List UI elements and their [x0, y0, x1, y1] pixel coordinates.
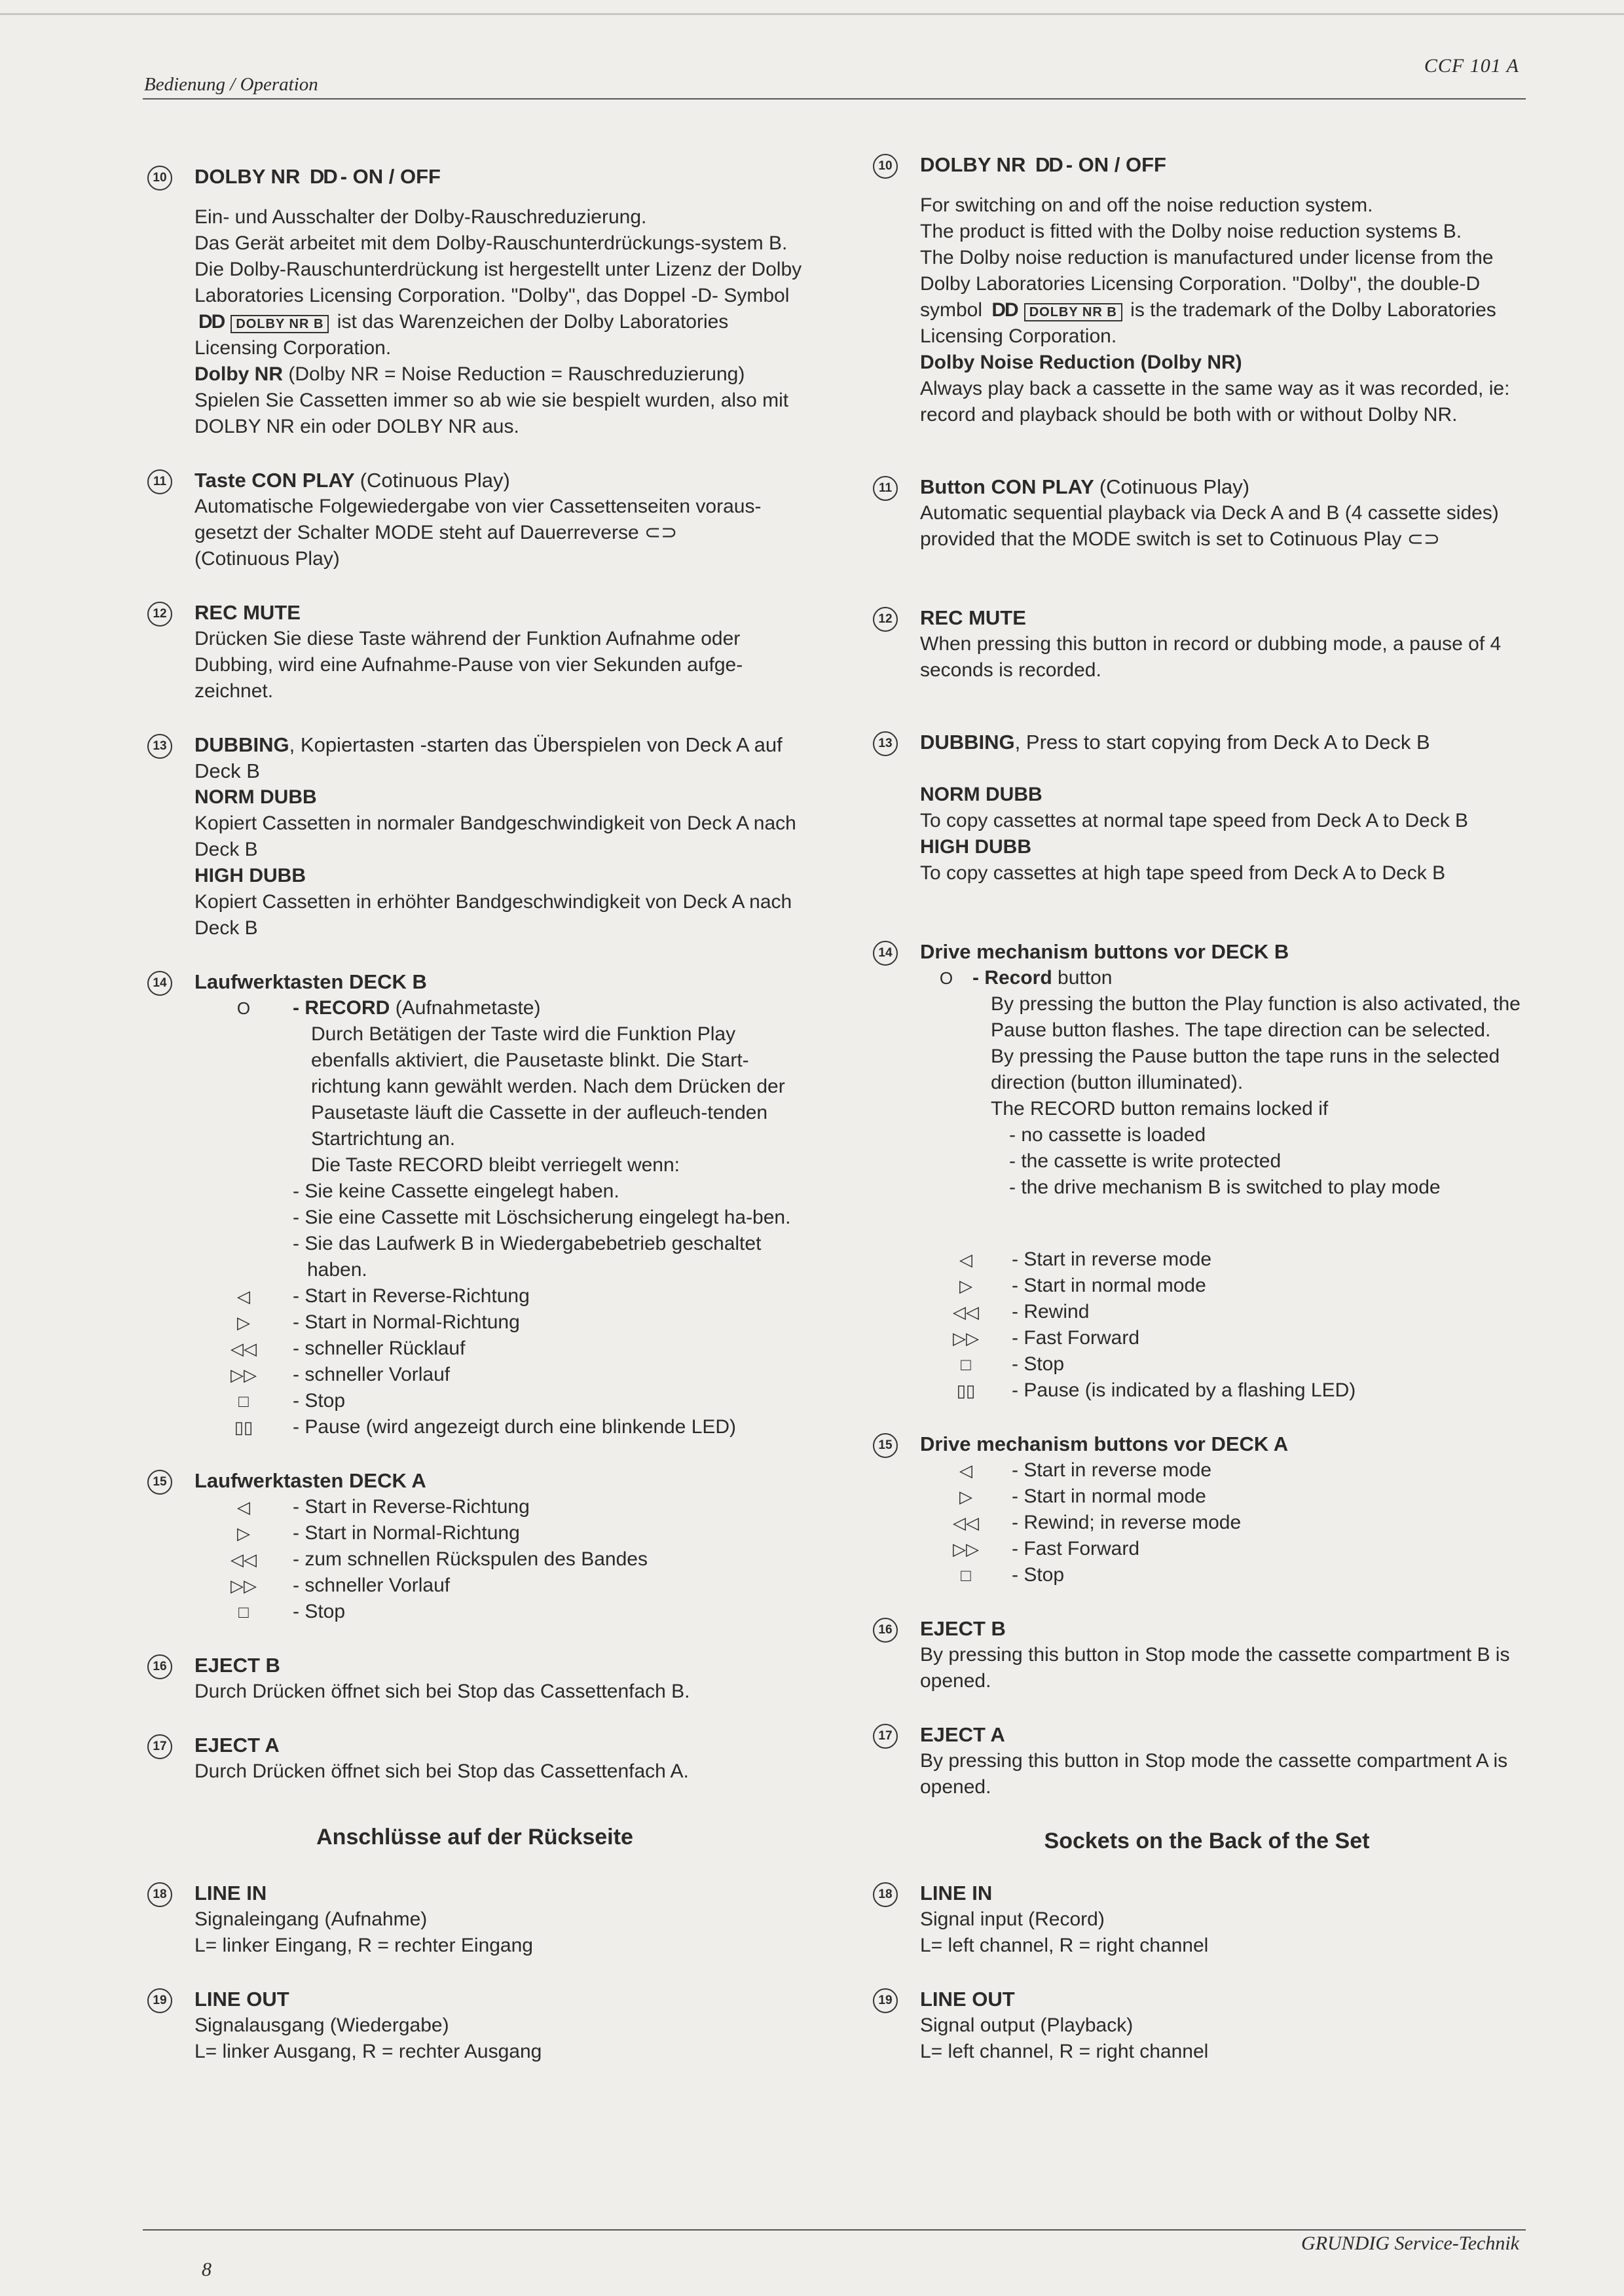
- item-number: 14: [873, 941, 898, 966]
- item-title: DUBBING: [920, 731, 1015, 754]
- reverse-icon: ◁: [959, 1250, 972, 1269]
- item-title: Button CON PLAY: [920, 475, 1094, 498]
- play-icon: ▷: [237, 1523, 250, 1543]
- item-number: 11: [873, 476, 898, 501]
- page-number: 8: [202, 2259, 212, 2280]
- en-item-18: [873, 1880, 1541, 1959]
- paragraph: The RECORD button remains locked if: [991, 1098, 1329, 1120]
- dolby-symbol-icon: DD: [309, 165, 337, 188]
- paragraph: To copy cassettes at high tape speed from Deck A to Deck B: [920, 862, 1446, 884]
- loop-icon: ⊂⊃: [1407, 528, 1440, 550]
- paragraph: Signal output (Playback): [920, 2014, 1134, 2036]
- paragraph: Durch Drücken öffnet sich bei Stop das Cassettenfach B.: [194, 1681, 690, 1702]
- paragraph: L= left channel, R = right channel: [920, 2041, 1209, 2062]
- key-desc: - schneller Vorlauf: [293, 1575, 451, 1596]
- de-item-18: [147, 1880, 802, 1959]
- key-desc: - Start in normal mode: [1012, 1275, 1206, 1296]
- en-item-19: [873, 1986, 1541, 2065]
- item-title: Drive mechanism buttons vor DECK A: [920, 1432, 1289, 1455]
- stop-icon: □: [961, 1355, 971, 1374]
- item-title: EJECT B: [194, 1654, 280, 1677]
- paragraph: L= linker Eingang, R = rechter Eingang: [194, 1935, 533, 1956]
- fast-forward-icon: ▷▷: [953, 1539, 979, 1559]
- key-desc: - Start in reverse mode: [1012, 1248, 1212, 1270]
- item-number: 15: [147, 1470, 172, 1495]
- en-item-16: [873, 1616, 1541, 1694]
- key-desc: - Stop: [293, 1390, 346, 1412]
- german-column: [147, 164, 802, 2092]
- pause-icon: ▯▯: [956, 1381, 976, 1400]
- key-desc: - Start in Normal-Richtung: [293, 1522, 520, 1544]
- fast-forward-icon: ▷▷: [953, 1328, 979, 1348]
- condition: - Sie das Laufwerk B in Wiedergabebetrieb geschaltet haben.: [293, 1233, 762, 1281]
- paragraph: Das Gerät arbeitet mit dem Dolby-Rauschunterdrückungs-system B.: [194, 232, 788, 254]
- reverse-icon: ◁: [237, 1286, 250, 1306]
- en-item-10: [873, 152, 1541, 428]
- key-desc: - Start in Normal-Richtung: [293, 1311, 520, 1333]
- stop-icon: □: [961, 1565, 971, 1585]
- de-item-11: 11 Taste CON PLAY (Cotinuous Play) Automatische Folgewiedergabe von vier Cassettenseiten voraus-gesetzt der Schalter MODE steht auf Dauerreverse ⊂⊃ (Cotinuous Play): [147, 467, 802, 572]
- en-item-15: [873, 1431, 1541, 1588]
- item-title: REC MUTE: [920, 606, 1026, 629]
- pause-icon: ▯▯: [234, 1417, 253, 1437]
- loop-icon: ⊂⊃: [644, 522, 678, 543]
- subheading: NORM DUBB: [194, 786, 317, 808]
- key-desc: - Start in Reverse-Richtung: [293, 1285, 530, 1307]
- item-number: 17: [873, 1724, 898, 1749]
- subheading: HIGH DUBB: [194, 865, 306, 886]
- paragraph: By pressing the Pause button the tape runs in the selected direction (button illuminated).: [991, 1046, 1500, 1093]
- play-icon: ▷: [237, 1313, 250, 1332]
- key-desc: - Start in reverse mode: [1012, 1459, 1212, 1481]
- item-number: 10: [147, 166, 172, 191]
- paragraph: For switching on and off the noise reduction system.: [920, 194, 1373, 216]
- item-number: 11: [147, 469, 172, 494]
- item-number: 13: [873, 731, 898, 756]
- english-column: [873, 153, 1541, 2092]
- key-desc: - Fast Forward: [1012, 1538, 1140, 1559]
- de-item-13: 13 DUBBING, Kopiertasten -starten das Überspielen von Deck A auf Deck B NORM DUBB Kopiert Cassetten in normaler Bandgeschwindigkeit von Deck A nach Deck B HIGH DUBB Kopiert Cassetten in erhöhter Bandgeschwindigkeit von Deck A nach Deck B: [147, 732, 802, 941]
- paragraph: Signaleingang (Aufnahme): [194, 1908, 428, 1930]
- dolby-symbol-icon: DD: [991, 299, 1018, 321]
- de-item-14: 14 Laufwerktasten DECK B O - RECORD (Aufnahmetaste) Durch Betätigen der Taste wird die Funktion Play ebenfalls aktiviert, die Pausetaste blinkt. Die Start-richtung kann gewählt werden. Nach dem Drücken der Pausetaste läuft die Cassette in der aufleuch-tenden Startrichtung an. Die Taste RECORD bleibt verriegelt wenn: - Sie keine Cassette eingelegt haben. - Sie eine Cassette mit Löschsicherung eingelegt ha-ben. - Sie das Laufwerk B in Wiedergabebetrieb geschaltet haben. ◁ - Start in Reverse-Richtung ▷ - Start in Normal-Richtung ◁◁ - schneller Rücklauf ▷▷ - schneller Vorlauf □ - Stop ▯▯ - Pause (wird angezeigt durch eine blinkende LED): [147, 969, 802, 1440]
- rewind-icon: ◁◁: [231, 1550, 257, 1569]
- de-item-12: [147, 600, 802, 704]
- footer-brand: GRUNDIG Service-Technik: [1301, 2232, 1519, 2254]
- paragraph: Kopiert Cassetten in normaler Bandgeschwindigkeit von Deck A nach Deck B: [194, 812, 796, 860]
- en-item-17: [873, 1722, 1541, 1800]
- stop-icon: □: [238, 1602, 249, 1622]
- dolby-symbol-icon: DD: [1035, 153, 1062, 176]
- rewind-icon: ◁◁: [953, 1302, 979, 1322]
- stop-icon: □: [238, 1391, 249, 1411]
- item-number: 15: [873, 1433, 898, 1458]
- fast-forward-icon: ▷▷: [231, 1365, 257, 1385]
- paragraph: Kopiert Cassetten in erhöhter Bandgeschwindigkeit von Deck A nach Deck B: [194, 891, 792, 939]
- en-item-11: 11 Button CON PLAY (Cotinuous Play) Automatic sequential playback via Deck A and B (4 cassette sides) provided that the MODE switch is set to Cotinuous Play ⊂⊃: [873, 474, 1541, 553]
- en-item-12: [873, 605, 1541, 683]
- condition: - the drive mechanism B is switched to play mode: [1009, 1176, 1441, 1198]
- paragraph: L= linker Ausgang, R = rechter Ausgang: [194, 2041, 542, 2062]
- item-title: LINE OUT: [920, 1988, 1015, 2011]
- paragraph: Die Dolby-Rauschunterdrückung ist hergestellt unter Lizenz der Dolby Laboratories Licensing Corporation. "Dolby", das Doppel -D- Symbol DD DOLBY NR B ist das Warenzeichen der Dolby Laboratories Licensing Corporation.: [194, 259, 802, 359]
- dolby-symbol-icon: DD: [198, 311, 225, 333]
- paragraph: By pressing this button in Stop mode the cassette compartment B is opened.: [920, 1644, 1510, 1692]
- item-title: LINE IN: [920, 1882, 993, 1904]
- item-title: Drive mechanism buttons vor DECK B: [920, 940, 1289, 963]
- record-icon: O: [939, 968, 953, 988]
- item-number: 16: [147, 1654, 172, 1679]
- item-title: Laufwerktasten DECK A: [194, 1469, 426, 1492]
- key-desc: - Start in normal mode: [1012, 1485, 1206, 1507]
- item-number: 18: [873, 1882, 898, 1907]
- rewind-icon: ◁◁: [953, 1513, 979, 1533]
- play-icon: ▷: [959, 1276, 972, 1296]
- top-rule: [0, 13, 1624, 15]
- item-number: 18: [147, 1882, 172, 1907]
- paragraph: Die Taste RECORD bleibt verriegelt wenn:: [311, 1154, 680, 1176]
- reverse-icon: ◁: [237, 1497, 250, 1517]
- sockets-heading: Anschlüsse auf der Rückseite: [316, 1825, 633, 1850]
- header-section-title: Bedienung / Operation: [144, 74, 318, 95]
- paragraph: (Cotinuous Play): [194, 548, 340, 570]
- paragraph: Signalausgang (Wiedergabe): [194, 2014, 449, 2036]
- paragraph: Durch Drücken öffnet sich bei Stop das Cassettenfach A.: [194, 1760, 689, 1782]
- item-title: DOLBY NR: [920, 153, 1026, 176]
- footer-rule: [143, 2229, 1526, 2231]
- key-desc: - Pause (is indicated by a flashing LED): [1012, 1379, 1356, 1401]
- key-desc: - schneller Rücklauf: [293, 1338, 466, 1359]
- item-number: 16: [873, 1618, 898, 1643]
- condition: - Sie eine Cassette mit Löschsicherung eingelegt ha-ben.: [293, 1207, 791, 1228]
- paragraph: Automatische Folgewiedergabe von vier Cassettenseiten voraus-gesetzt der Schalter MODE steht auf Dauerreverse ⊂⊃: [194, 496, 762, 543]
- paragraph: Always play back a cassette in the same way as it was recorded, ie: record and playback should be both with or without Dolby NR.: [920, 378, 1510, 426]
- item-title-suffix: - ON / OFF: [340, 165, 441, 188]
- item-title: Taste CON PLAY: [194, 469, 355, 492]
- item-number: 19: [147, 1988, 172, 2013]
- de-item-16: [147, 1652, 802, 1705]
- key-desc: - Stop: [1012, 1564, 1065, 1586]
- item-title-suffix: - ON / OFF: [1065, 153, 1166, 176]
- item-number: 12: [873, 607, 898, 632]
- play-icon: ▷: [959, 1487, 972, 1506]
- dolby-nr-b-logo: DOLBY NR B: [231, 315, 329, 333]
- subheading: NORM DUBB: [920, 784, 1043, 805]
- item-number: 14: [147, 971, 172, 996]
- paragraph: Automatic sequential playback via Deck A and B (4 cassette sides) provided that the MODE switch is set to Cotinuous Play ⊂⊃: [920, 502, 1499, 550]
- subheading: Dolby Noise Reduction (Dolby NR): [920, 352, 1242, 373]
- key-desc: - Rewind: [1012, 1301, 1090, 1322]
- item-title: DOLBY NR: [194, 165, 301, 188]
- key-desc: - Stop: [293, 1601, 346, 1622]
- en-item-13: 13 DUBBING, Press to start copying from Deck A to Deck B NORM DUBB To copy cassettes at normal tape speed from Deck A to Deck B HIGH DUBB To copy cassettes at high tape speed from Deck A to Deck B: [873, 729, 1541, 886]
- item-number: 12: [147, 602, 172, 627]
- key-desc: - zum schnellen Rückspulen des Bandes: [293, 1548, 648, 1570]
- de-item-17: [147, 1732, 802, 1785]
- item-title: EJECT B: [920, 1617, 1006, 1640]
- sockets-heading: Sockets on the Back of the Set: [1044, 1829, 1370, 1853]
- page-header: [143, 45, 1526, 100]
- paragraph: L= left channel, R = right channel: [920, 1935, 1209, 1956]
- paragraph: The Dolby noise reduction is manufactured under license from the Dolby Laboratories Licensing Corporation. "Dolby", the double-D symbol DD DOLBY NR B is the trademark of the Dolby Laboratories Licensing Corporation.: [920, 247, 1496, 347]
- paragraph: To copy cassettes at normal tape speed from Deck A to Deck B: [920, 810, 1469, 831]
- subheading: HIGH DUBB: [920, 836, 1031, 858]
- de-item-10: [147, 164, 802, 440]
- key-desc: - Pause (wird angezeigt durch eine blinkende LED): [293, 1416, 737, 1438]
- paragraph: Durch Betätigen der Taste wird die Funktion Play ebenfalls aktiviert, die Pausetaste blinkt. Die Start-richtung kann gewählt werden. Nach dem Drücken der Pausetaste läuft die Cassette in der aufleuch-tenden Startrichtung an.: [311, 1023, 785, 1150]
- item-title: Laufwerktasten DECK B: [194, 970, 427, 993]
- de-item-15: [147, 1468, 802, 1625]
- item-title: REC MUTE: [194, 601, 301, 624]
- fast-forward-icon: ▷▷: [231, 1576, 257, 1595]
- de-item-19: [147, 1986, 802, 2065]
- paragraph: The product is fitted with the Dolby noise reduction systems B.: [920, 221, 1462, 242]
- item-title: EJECT A: [194, 1734, 280, 1757]
- paragraph: By pressing this button in Stop mode the cassette compartment A is opened.: [920, 1750, 1508, 1798]
- header-model: CCF 101 A: [1424, 55, 1519, 77]
- record-icon: O: [236, 998, 251, 1018]
- item-title: LINE IN: [194, 1882, 267, 1904]
- condition: - Sie keine Cassette eingelegt haben.: [293, 1180, 619, 1202]
- item-number: 10: [873, 154, 898, 179]
- condition: - the cassette is write protected: [1009, 1150, 1282, 1172]
- key-desc: - Fast Forward: [1012, 1327, 1140, 1349]
- item-title: LINE OUT: [194, 1988, 289, 2011]
- rewind-icon: ◁◁: [231, 1339, 257, 1358]
- item-number: 19: [873, 1988, 898, 2013]
- paragraph: When pressing this button in record or dubbing mode, a pause of 4 seconds is recorded.: [920, 633, 1502, 681]
- item-title: EJECT A: [920, 1723, 1005, 1746]
- item-number: 13: [147, 734, 172, 759]
- dolby-nr-b-logo: DOLBY NR B: [1024, 303, 1122, 321]
- paragraph: Ein- und Ausschalter der Dolby-Rauschreduzierung.: [194, 206, 647, 228]
- paragraph: Drücken Sie diese Taste während der Funktion Aufnahme oder Dubbing, wird eine Aufnahme-Pause von vier Sekunden aufge-zeichnet.: [194, 628, 743, 702]
- key-desc: - Start in Reverse-Richtung: [293, 1496, 530, 1518]
- paragraph: Signal input (Record): [920, 1908, 1105, 1930]
- key-desc: - schneller Vorlauf: [293, 1364, 451, 1385]
- item-title: DUBBING: [194, 733, 289, 756]
- en-item-14: 14 Drive mechanism buttons vor DECK B O - Record button By pressing the button the Play function is also activated, the Pause button flashes. The tape direction can be selected. By pressing the Pause button the tape runs in the selected direction (button illuminated). The RECORD button remains locked if - no cassette is loaded - the cassette is write protected - the drive mechanism B is switched to play mode ◁ - Start in reverse mode ▷ - Start in normal mode ◁◁ - Rewind ▷▷ - Fast Forward □ - Stop ▯▯ - Pause (is indicated by a flashing LED): [873, 939, 1541, 1404]
- key-desc: - Stop: [1012, 1353, 1065, 1375]
- paragraph: Dolby NR (Dolby NR = Noise Reduction = Rauschreduzierung) Spielen Sie Cassetten immer so ab wie sie bespielt wurden, also mit DOLBY NR ein oder DOLBY NR aus.: [194, 363, 789, 437]
- item-number: 17: [147, 1734, 172, 1759]
- reverse-icon: ◁: [959, 1461, 972, 1480]
- paragraph: By pressing the button the Play function is also activated, the Pause button flashes. The tape direction can be selected.: [991, 993, 1521, 1041]
- condition: - no cassette is loaded: [1009, 1124, 1206, 1146]
- key-desc: - Rewind; in reverse mode: [1012, 1512, 1242, 1533]
